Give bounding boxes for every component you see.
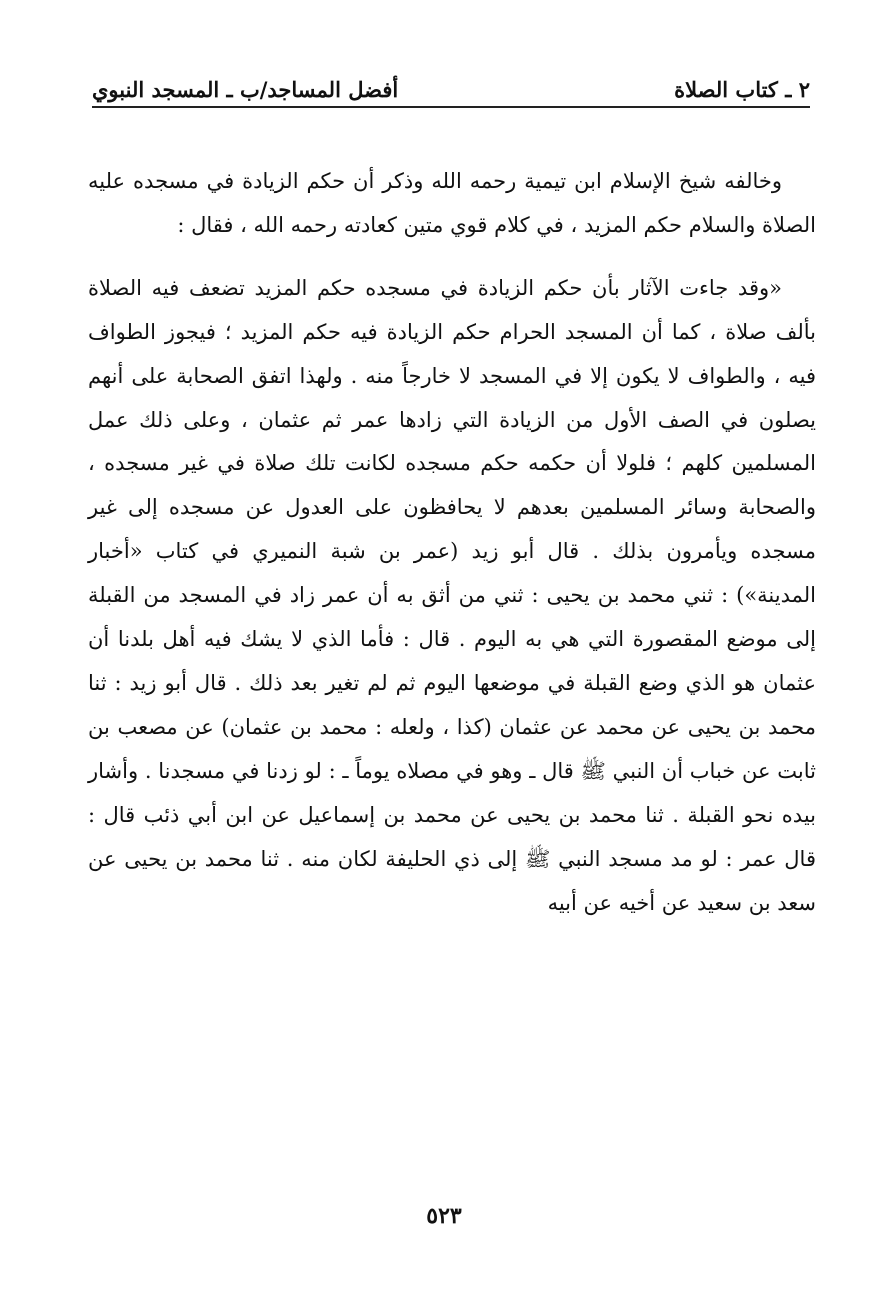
running-header <box>92 62 810 108</box>
body-text <box>88 160 816 925</box>
section-title: أفضل المساجد/ب ـ المسجد النبوي <box>92 77 399 102</box>
paragraph-quotation: «وقد جاءت الآثار بأن حكم الزيادة في مسجده حكم المزيد تضعف فيه الصلاة بألف صلاة ، كما أن المسجد الحرام حكم الزيادة فيه حكم المزيد ؛ فيجوز الطواف فيه ، والطواف لا يكون إلا في المسجد لا خارجاً منه . ولهذا اتفق الصحابة على أنهم يصلون في الصف الأول من الزيادة التي زادها عمر ثم عثمان ، وعلى ذلك عمل المسلمين كلهم ؛ فلولا أن حكمه حكم مسجده لكانت تلك صلاة في غير مسجده ، والصحابة وسائر المسلمين بعدهم لا يحافظون على العدول عن مسجده إلى غير مسجده ويأمرون بذلك . قال أبو زيد (عمر بن شبة النميري في كتاب «أخبار المدينة») : ثني محمد بن يحيى : ثني من أثق به أن عمر زاد في المسجد من القبلة إلى موضع المقصورة التي هي به اليوم . قال : فأما الذي لا يشك فيه أهل بلدنا أن عثمان هو الذي وضع القبلة في موضعها اليوم ثم لم تغير بعد ذلك . قال أبو زيد : ثنا محمد بن يحيى عن محمد عن عثمان (كذا ، ولعله : محمد بن عثمان) عن مصعب بن ثابت عن خباب أن النبي ﷺ قال ـ وهو في مصلاه يوماً ـ : لو زدنا في مسجدنا . وأشار بيده نحو القبلة . ثنا محمد بن يحيى عن محمد بن إسماعيل عن ابن أبي ذئب قال : قال عمر : لو مد مسجد النبي ﷺ إلى ذي الحليفة لكان منه . ثنا محمد بن يحيى عن سعد بن سعيد عن أخيه عن أبيه <box>88 275 816 915</box>
paragraph-intro: وخالفه شيخ الإسلام ابن تيمية رحمه الله وذكر أن حكم الزيادة في مسجده عليه الصلاة والسلام حكم المزيد ، في كلام قوي متين كعادته رحمه الله ، فقال : <box>88 169 816 237</box>
chapter-title: ٢ ـ كتاب الصلاة <box>674 77 810 102</box>
page-number: ٥٢٣ <box>426 1203 462 1229</box>
